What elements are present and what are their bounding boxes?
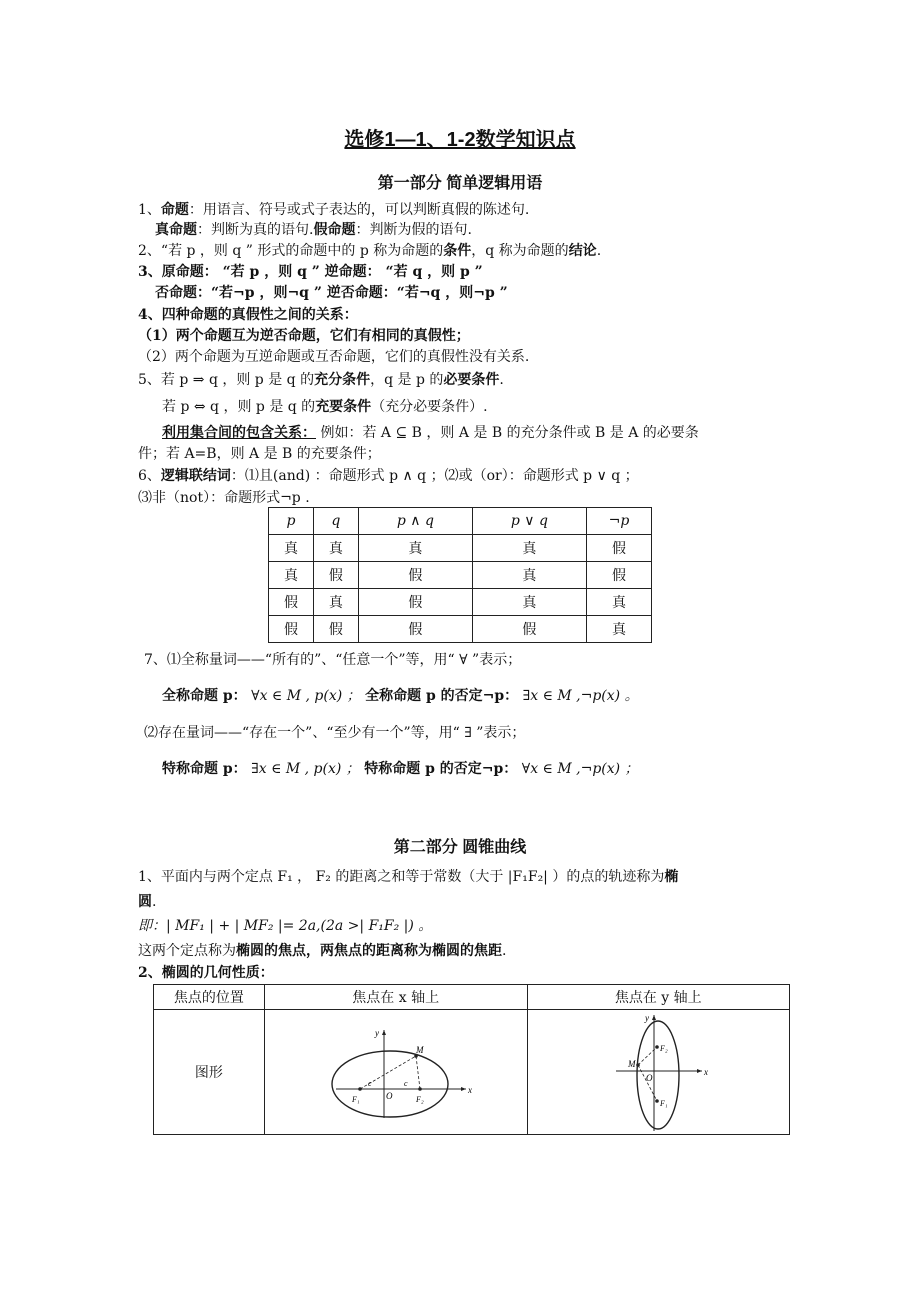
origin-label: O (646, 1073, 653, 1083)
figure-cell-y (527, 1010, 789, 1135)
ellipse-properties-table (153, 984, 790, 1135)
figure-cell-x (264, 1010, 527, 1135)
origin-label: O (385, 1091, 393, 1101)
line-11: 利用集合间的包含关系： 例如：若 A ⊆ B ，则 A 是 B 的充分条件或 B 是 A 的必要条 (162, 425, 699, 441)
m-label: M (415, 1045, 424, 1055)
part1-heading: 第一部分 简单逻辑用语 (377, 175, 543, 192)
y-axis-arrow (652, 1015, 656, 1020)
table-header: 焦点在 y 轴上 (527, 985, 789, 1010)
ellipse-line-5: 2、椭圆的几何性质： (138, 965, 274, 981)
table-row (269, 535, 652, 562)
ellipse-y-figure (608, 1011, 708, 1133)
table-header: 焦点的位置 (154, 985, 265, 1010)
x-label: x (704, 1067, 709, 1077)
line-12: 件；若 A=B，则 A 是 B 的充要条件； (138, 446, 381, 462)
line-10: 若 p ⇔ q ，则 p 是 q 的充要条件（充分必要条件）. (162, 399, 488, 415)
y-label: y (645, 1013, 650, 1023)
table-header: p (269, 508, 314, 535)
table-cell: 假 (358, 589, 472, 616)
y-label: y (374, 1028, 379, 1038)
table-cell: 真 (472, 589, 586, 616)
table-cell: 真 (269, 562, 314, 589)
table-cell: 假 (313, 562, 358, 589)
f1-label: F₁ (660, 1099, 668, 1108)
f1-label: F₁ (351, 1095, 360, 1104)
ellipse-line-3: 即：| MF₁ | + | MF₂ |= 2a,(2a >| F₁F₂ |) 。 (138, 918, 433, 934)
x-label: x (467, 1085, 472, 1095)
table-header-row (269, 508, 652, 535)
quantifier-line-3: ⑵存在量词——“存在一个”、“至少有一个”等，用“ ∃ ”表示； (144, 725, 526, 741)
table-header: 焦点在 x 轴上 (264, 985, 527, 1010)
line-14: ⑶非（not）：命题形式¬p . (138, 490, 310, 506)
line-6: 4、四种命题的真假性之间的关系： (138, 307, 358, 323)
focus-point (358, 1087, 362, 1091)
table-row (269, 616, 652, 643)
table-cell: 假 (358, 616, 472, 643)
table-header: q (313, 508, 358, 535)
focus-point (418, 1087, 422, 1091)
table-cell: 假 (586, 562, 651, 589)
line-2: 真命题：判断为真的语句.假命题：判断为假的语句. (155, 222, 472, 238)
line-4: 3、原命题： “若 p ，则 q ” 逆命题： “若 q ，则 p ” (138, 264, 483, 280)
table-cell: 真 (313, 535, 358, 562)
ellipse-line-4: 这两个定点称为椭圆的焦点，两焦点的距离称为椭圆的焦距. (138, 943, 507, 959)
table-row (269, 589, 652, 616)
table-header-row (154, 985, 790, 1010)
x-axis-arrow (461, 1087, 466, 1091)
point-m (636, 1063, 640, 1067)
table-cell: 假 (472, 616, 586, 643)
y-axis-arrow (382, 1030, 386, 1035)
table-cell: 真 (358, 535, 472, 562)
table-header: ¬p (586, 508, 651, 535)
c-label: c (367, 1079, 372, 1088)
quantifier-line-1: 7、⑴全称量词——“所有的”、“任意一个”等，用“ ∀ ”表示； (144, 652, 522, 668)
table-cell: 真 (313, 589, 358, 616)
f2-label: F₂ (660, 1044, 668, 1053)
ellipse-line-1: 1、平面内与两个定点 F₁ ， F₂ 的距离之和等于常数（大于 |F₁F₂| ）的点的轨迹称为椭 (138, 869, 679, 885)
line-1: 1、命题：用语言、符号或式子表达的，可以判断真假的陈述句. (138, 202, 530, 218)
table-header: p ∨ q (472, 508, 586, 535)
table-cell: 假 (269, 589, 314, 616)
table-cell: 假 (358, 562, 472, 589)
table-cell: 假 (586, 535, 651, 562)
line-9: 5、若 p ⇒ q ，则 p 是 q 的充分条件，q 是 p 的必要条件. (138, 372, 504, 388)
m-label: M (628, 1059, 636, 1069)
table-cell: 真 (472, 535, 586, 562)
line-13: 6、逻辑联结词：⑴且(and) ：命题形式 p ∧ q ；⑵或（or）：命题形式 p ∨ q ； (138, 468, 639, 484)
ellipse-curve (332, 1051, 448, 1117)
table-row (154, 1010, 790, 1135)
ellipse-x-figure (316, 1022, 476, 1122)
table-cell: 假 (313, 616, 358, 643)
quantifier-line-4: 特称命题 p： ∃x ∈ M , p(x) ； 特称命题 p 的否定¬p： ∀x ∈ M ,¬p(x) ； (162, 761, 639, 777)
c-label: c (403, 1079, 408, 1088)
table-header: p ∧ q (358, 508, 472, 535)
table-cell: 假 (269, 616, 314, 643)
focus-point (655, 1099, 659, 1103)
focus-point (655, 1045, 659, 1049)
table-cell: 真 (269, 535, 314, 562)
table-cell: 真 (586, 589, 651, 616)
f2-label: F₂ (415, 1095, 424, 1104)
ellipse-line-2: 圆. (138, 894, 157, 910)
part2-heading: 第二部分 圆锥曲线 (393, 839, 527, 856)
line-3: 2、“若 p ，则 q ” 形式的命题中的 p 称为命题的条件，q 称为命题的结论. (138, 243, 602, 259)
truth-table (268, 507, 652, 643)
page-title: 选修1—1、1-2数学知识点 (344, 129, 576, 151)
table-cell: 真 (586, 616, 651, 643)
table-row (269, 562, 652, 589)
table-cell: 真 (472, 562, 586, 589)
line-8: （2）两个命题为互逆命题或互否命题，它们的真假性没有关系. (138, 349, 530, 365)
x-axis-arrow (697, 1069, 702, 1073)
line-7: （1）两个命题互为逆否命题，它们有相同的真假性； (138, 328, 470, 344)
focal-radius-2 (416, 1056, 420, 1089)
row-label: 图形 (154, 1010, 265, 1135)
line-5: 否命题：“若¬p ，则¬q ” 逆否命题：“若¬q ，则¬p ” (155, 285, 508, 301)
quantifier-line-2: 全称命题 p： ∀x ∈ M , p(x) ； 全称命题 p 的否定¬p： ∃x ∈ M ,¬p(x) 。 (162, 688, 639, 704)
